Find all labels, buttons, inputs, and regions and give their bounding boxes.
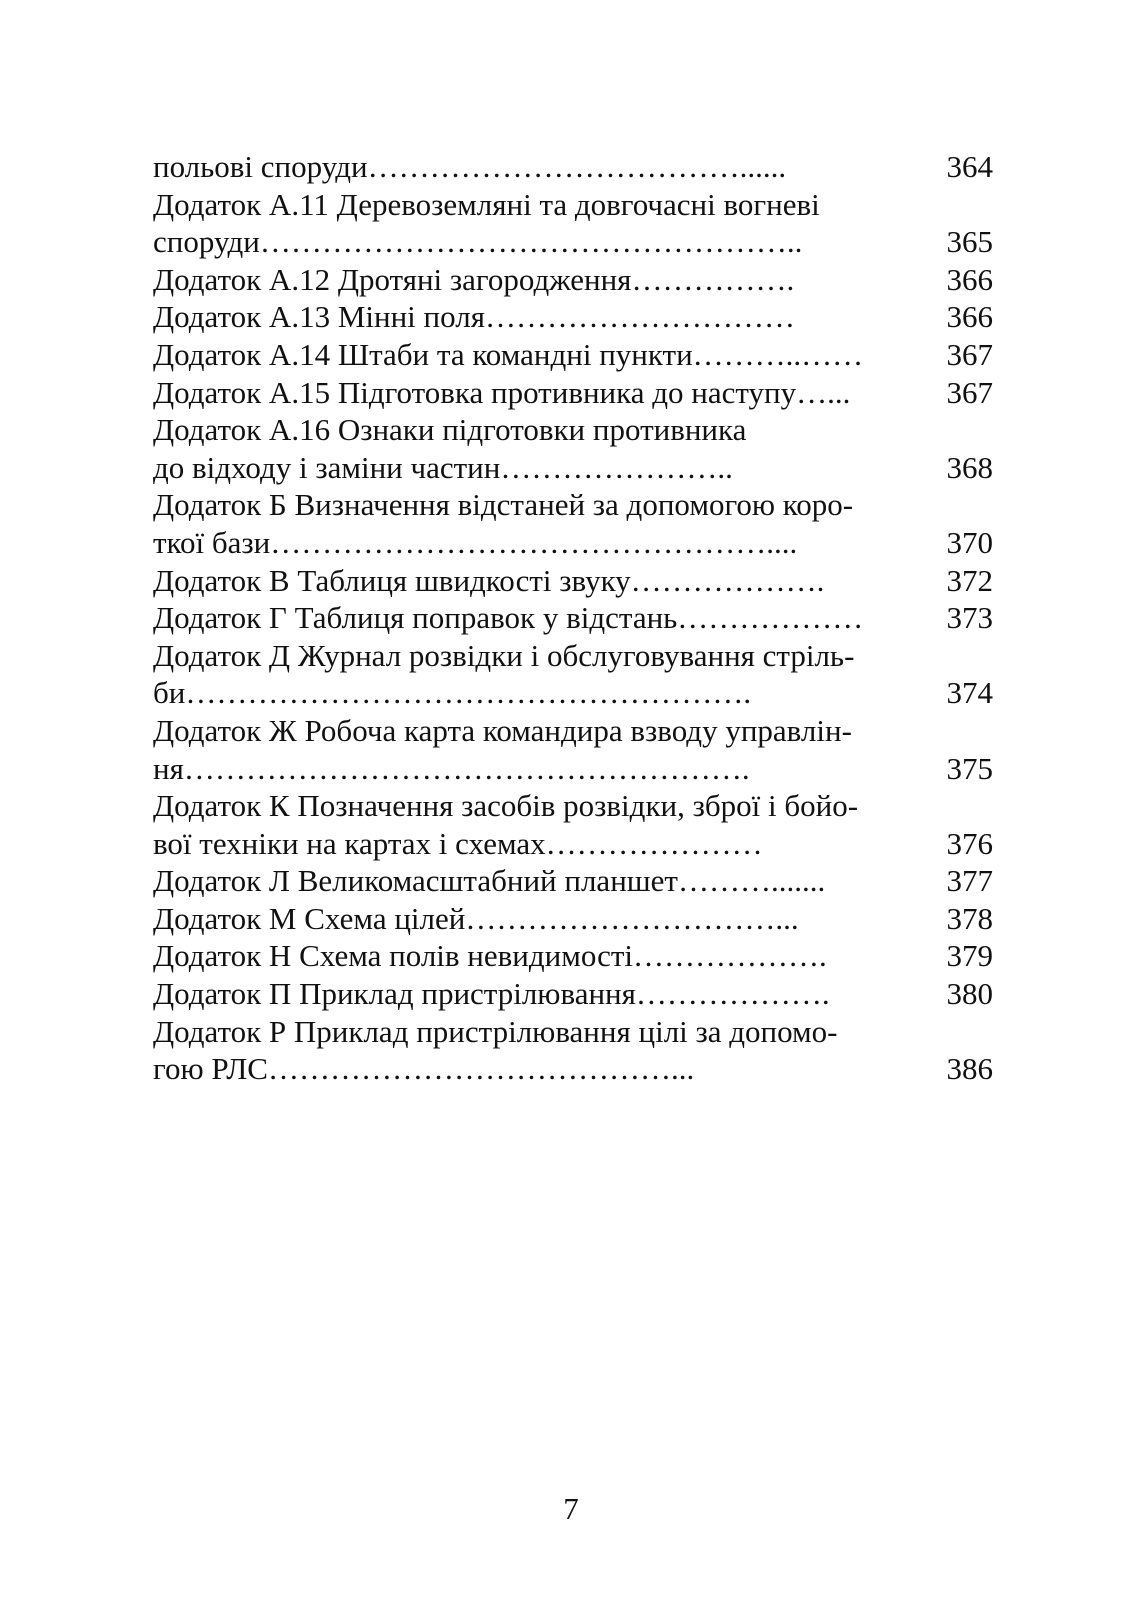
toc-line (153, 712, 993, 750)
toc-page-number: 380 (946, 976, 993, 1012)
toc-line-text: споруди…………………………………………….. (153, 224, 803, 260)
toc-line-text: Додаток А.11 Деревоземляні та довгочасні вогневі (153, 186, 820, 222)
toc-page-number: 367 (946, 374, 993, 410)
toc-page-number: 370 (946, 524, 993, 560)
toc-page-number: 366 (946, 299, 993, 335)
toc-line (153, 261, 993, 299)
toc-page-number: 375 (946, 750, 993, 786)
toc-line-text: ня………………………………………………. (153, 750, 750, 786)
toc-line (153, 223, 993, 261)
toc-line (153, 524, 993, 562)
toc-line (153, 674, 993, 712)
toc-page-number: 365 (946, 224, 993, 260)
toc-line-text: ткої бази………………………………………….... (153, 524, 798, 560)
toc-page-number: 372 (946, 562, 993, 598)
toc-line-text: Додаток Н Схема полів невидимості………………. (153, 938, 827, 974)
toc-line (153, 787, 993, 825)
toc-line (153, 975, 993, 1013)
toc-line (153, 186, 993, 224)
toc-line-text: Додаток Л Великомасштабний планшет………....... (153, 863, 826, 899)
toc-page-number: 376 (946, 825, 993, 861)
toc-line (153, 1013, 993, 1051)
toc-line (153, 750, 993, 788)
toc-line (153, 599, 993, 637)
toc-line-text: Додаток А.16 Ознаки підготовки противника (153, 412, 747, 448)
toc-line (153, 298, 993, 336)
toc-line (153, 449, 993, 487)
toc-line (153, 148, 993, 186)
toc-line (153, 562, 993, 600)
toc-line-text: Додаток Д Журнал розвідки і обслуговування стріль- (153, 637, 855, 673)
toc-page-number: 374 (946, 675, 993, 711)
toc-line-text: Додаток А.14 Штаби та командні пункти………..…… (153, 336, 864, 372)
toc-line-text: до відходу і заміни частин………………….. (153, 449, 733, 485)
toc-line-text: вої техніки на картах і схемах………………… (153, 825, 763, 861)
toc-line-text: Додаток Б Визначення відстаней за допомогою коро- (153, 487, 854, 523)
toc-page-number: 373 (946, 600, 993, 636)
toc-line (153, 937, 993, 975)
toc-line-text: Додаток К Позначення засобів розвідки, зброї і бойо- (153, 788, 859, 824)
toc-page-number: 386 (946, 1051, 993, 1087)
toc-line (153, 862, 993, 900)
toc-page-number: 364 (946, 149, 993, 184)
toc-page-number: 368 (946, 449, 993, 485)
toc-line-text: польові споруди………………………………...... (153, 149, 787, 184)
toc-line (153, 336, 993, 374)
table-of-contents (153, 148, 993, 1088)
toc-page-number: 379 (946, 938, 993, 974)
toc-line (153, 637, 993, 675)
toc-line (153, 486, 993, 524)
toc-line-text: Додаток Ж Робоча карта командира взводу управлін- (153, 712, 852, 748)
toc-line (153, 374, 993, 412)
toc-line-text: гою РЛС…………………………………... (153, 1051, 695, 1087)
toc-line-text: Додаток В Таблиця швидкості звуку………………. (153, 562, 825, 598)
toc-page-number: 378 (946, 900, 993, 936)
toc-line (153, 1050, 993, 1088)
toc-line-text: Додаток М Схема цілей…………………………... (153, 900, 799, 936)
toc-page-number: 377 (946, 863, 993, 899)
toc-line (153, 900, 993, 938)
toc-page-number: 366 (946, 261, 993, 297)
toc-line-text: Додаток П Приклад пристрілювання………………. (153, 976, 830, 1012)
toc-line (153, 825, 993, 863)
page-number: 7 (563, 1491, 579, 1526)
toc-line-text: би………………………………………………. (153, 675, 752, 711)
toc-line-text: Додаток Г Таблиця поправок у відстань……………… (153, 600, 864, 636)
toc-line-text: Додаток А.15 Підготовка противника до наступу…... (153, 374, 851, 410)
toc-line-text: Додаток Р Приклад пристрілювання цілі за допомо- (153, 1013, 838, 1049)
toc-line-text: Додаток А.12 Дротяні загородження……………. (153, 261, 795, 297)
toc-line-text: Додаток А.13 Мінні поля………………………… (153, 299, 795, 335)
toc-line (153, 411, 993, 449)
toc-page-number: 367 (946, 336, 993, 372)
